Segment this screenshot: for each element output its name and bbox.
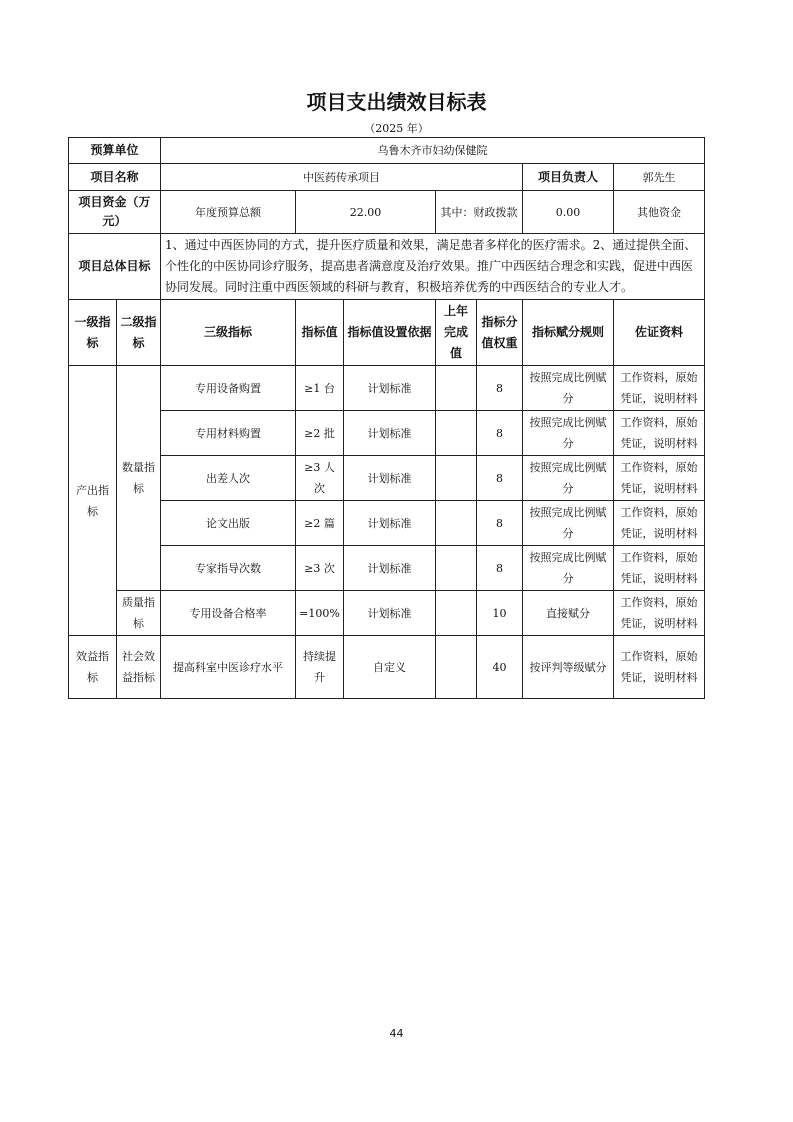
group-quality: 质量指标 [117,591,161,636]
table-row [69,501,705,546]
table-row [69,456,705,501]
indicator-rule: 按照完成比例赋分 [523,411,614,456]
indicator-weight: 8 [477,411,523,456]
indicator-rule: 直接赋分 [523,591,614,636]
project-name-value: 中医药传承项目 [161,164,523,191]
indicator-rule: 按照完成比例赋分 [523,366,614,411]
group-output: 产出指标 [69,366,117,636]
indicator-value: ≥3 人次 [296,456,344,501]
performance-goal-table [68,137,705,699]
annual-total-value: 22.00 [296,191,436,234]
indicator-prev [436,546,477,591]
indicator-value: ≥1 台 [296,366,344,411]
indicator-weight: 8 [477,546,523,591]
indicator-evidence: 工作资料，原始凭证，说明材料 [614,456,705,501]
indicator-weight: 8 [477,366,523,411]
project-name-label: 项目名称 [69,164,161,191]
indicator-basis: 计划标准 [344,456,436,501]
indicator-basis: 计划标准 [344,546,436,591]
indicator-name: 专家指导次数 [161,546,296,591]
header-evidence: 佐证资料 [614,300,705,366]
group-benefit: 效益指标 [69,636,117,699]
table-row [69,591,705,636]
header-level1: 一级指标 [69,300,117,366]
indicator-evidence: 工作资料，原始凭证，说明材料 [614,411,705,456]
header-level3: 三级指标 [161,300,296,366]
indicator-value: 持续提升 [296,636,344,699]
document-year: （2025 年） [364,122,429,135]
indicator-prev [436,591,477,636]
indicator-basis: 计划标准 [344,366,436,411]
project-leader-label: 项目负责人 [523,164,614,191]
indicator-name: 出差人次 [161,456,296,501]
indicator-value: ≥2 篇 [296,501,344,546]
table-row [69,546,705,591]
indicator-name: 论文出版 [161,501,296,546]
project-leader-value: 郭先生 [614,164,705,191]
indicator-name: 提高科室中医诊疗水平 [161,636,296,699]
header-prev-year: 上年完成值 [436,300,477,366]
indicator-rule: 按照完成比例赋分 [523,546,614,591]
table-row [69,411,705,456]
table-row [69,636,705,699]
fiscal-value: 0.00 [523,191,614,234]
header-indicator-value: 指标值 [296,300,344,366]
indicator-weight: 8 [477,456,523,501]
document-title: 项目支出绩效目标表 [306,90,487,114]
indicator-evidence: 工作资料，原始凭证，说明材料 [614,591,705,636]
indicator-value: ≥3 次 [296,546,344,591]
indicator-basis: 自定义 [344,636,436,699]
indicator-prev [436,366,477,411]
indicator-rule: 按评判等级赋分 [523,636,614,699]
indicator-weight: 40 [477,636,523,699]
indicator-prev [436,456,477,501]
header-level2: 二级指标 [117,300,161,366]
header-basis: 指标值设置依据 [344,300,436,366]
overall-goal-label: 项目总体目标 [69,234,161,300]
group-quantity: 数量指标 [117,366,161,591]
indicator-basis: 计划标准 [344,411,436,456]
fiscal-label: 其中：财政拨款 [436,191,523,234]
annual-total-label: 年度预算总额 [161,191,296,234]
header-rule: 指标赋分规则 [523,300,614,366]
other-fund-label: 其他资金 [614,191,705,234]
indicator-evidence: 工作资料，原始凭证，说明材料 [614,546,705,591]
indicator-evidence: 工作资料，原始凭证，说明材料 [614,366,705,411]
indicator-prev [436,501,477,546]
indicator-value: =100% [296,591,344,636]
indicator-evidence: 工作资料，原始凭证，说明材料 [614,636,705,699]
indicator-evidence: 工作资料，原始凭证，说明材料 [614,501,705,546]
header-weight: 指标分值权重 [477,300,523,366]
indicator-prev [436,411,477,456]
indicator-value: ≥2 批 [296,411,344,456]
indicator-weight: 10 [477,591,523,636]
table-row [69,366,705,411]
page-number: 44 [389,1027,404,1040]
group-social: 社会效益指标 [117,636,161,699]
indicator-basis: 计划标准 [344,591,436,636]
indicator-name: 专用设备合格率 [161,591,296,636]
indicator-rule: 按照完成比例赋分 [523,456,614,501]
indicator-rule: 按照完成比例赋分 [523,501,614,546]
indicator-name: 专用设备购置 [161,366,296,411]
indicator-basis: 计划标准 [344,501,436,546]
indicator-name: 专用材料购置 [161,411,296,456]
budget-unit-label: 预算单位 [69,138,161,164]
indicator-weight: 8 [477,501,523,546]
indicator-prev [436,636,477,699]
project-fund-label: 项目资金（万元） [69,191,161,234]
budget-unit-value: 乌鲁木齐市妇幼保健院 [161,138,705,164]
overall-goal-value: 1、通过中西医协同的方式，提升医疗质量和效果，满足患者多样化的医疗需求。2、通过提供全面、个性化的中医协同诊疗服务，提高患者满意度及治疗效果。推广中西医结合理念和实践，促进中西医协同发展。同时注重中西医领域的科研与教育，积极培养优秀的中西医结合的专业人才。 [161,234,705,300]
